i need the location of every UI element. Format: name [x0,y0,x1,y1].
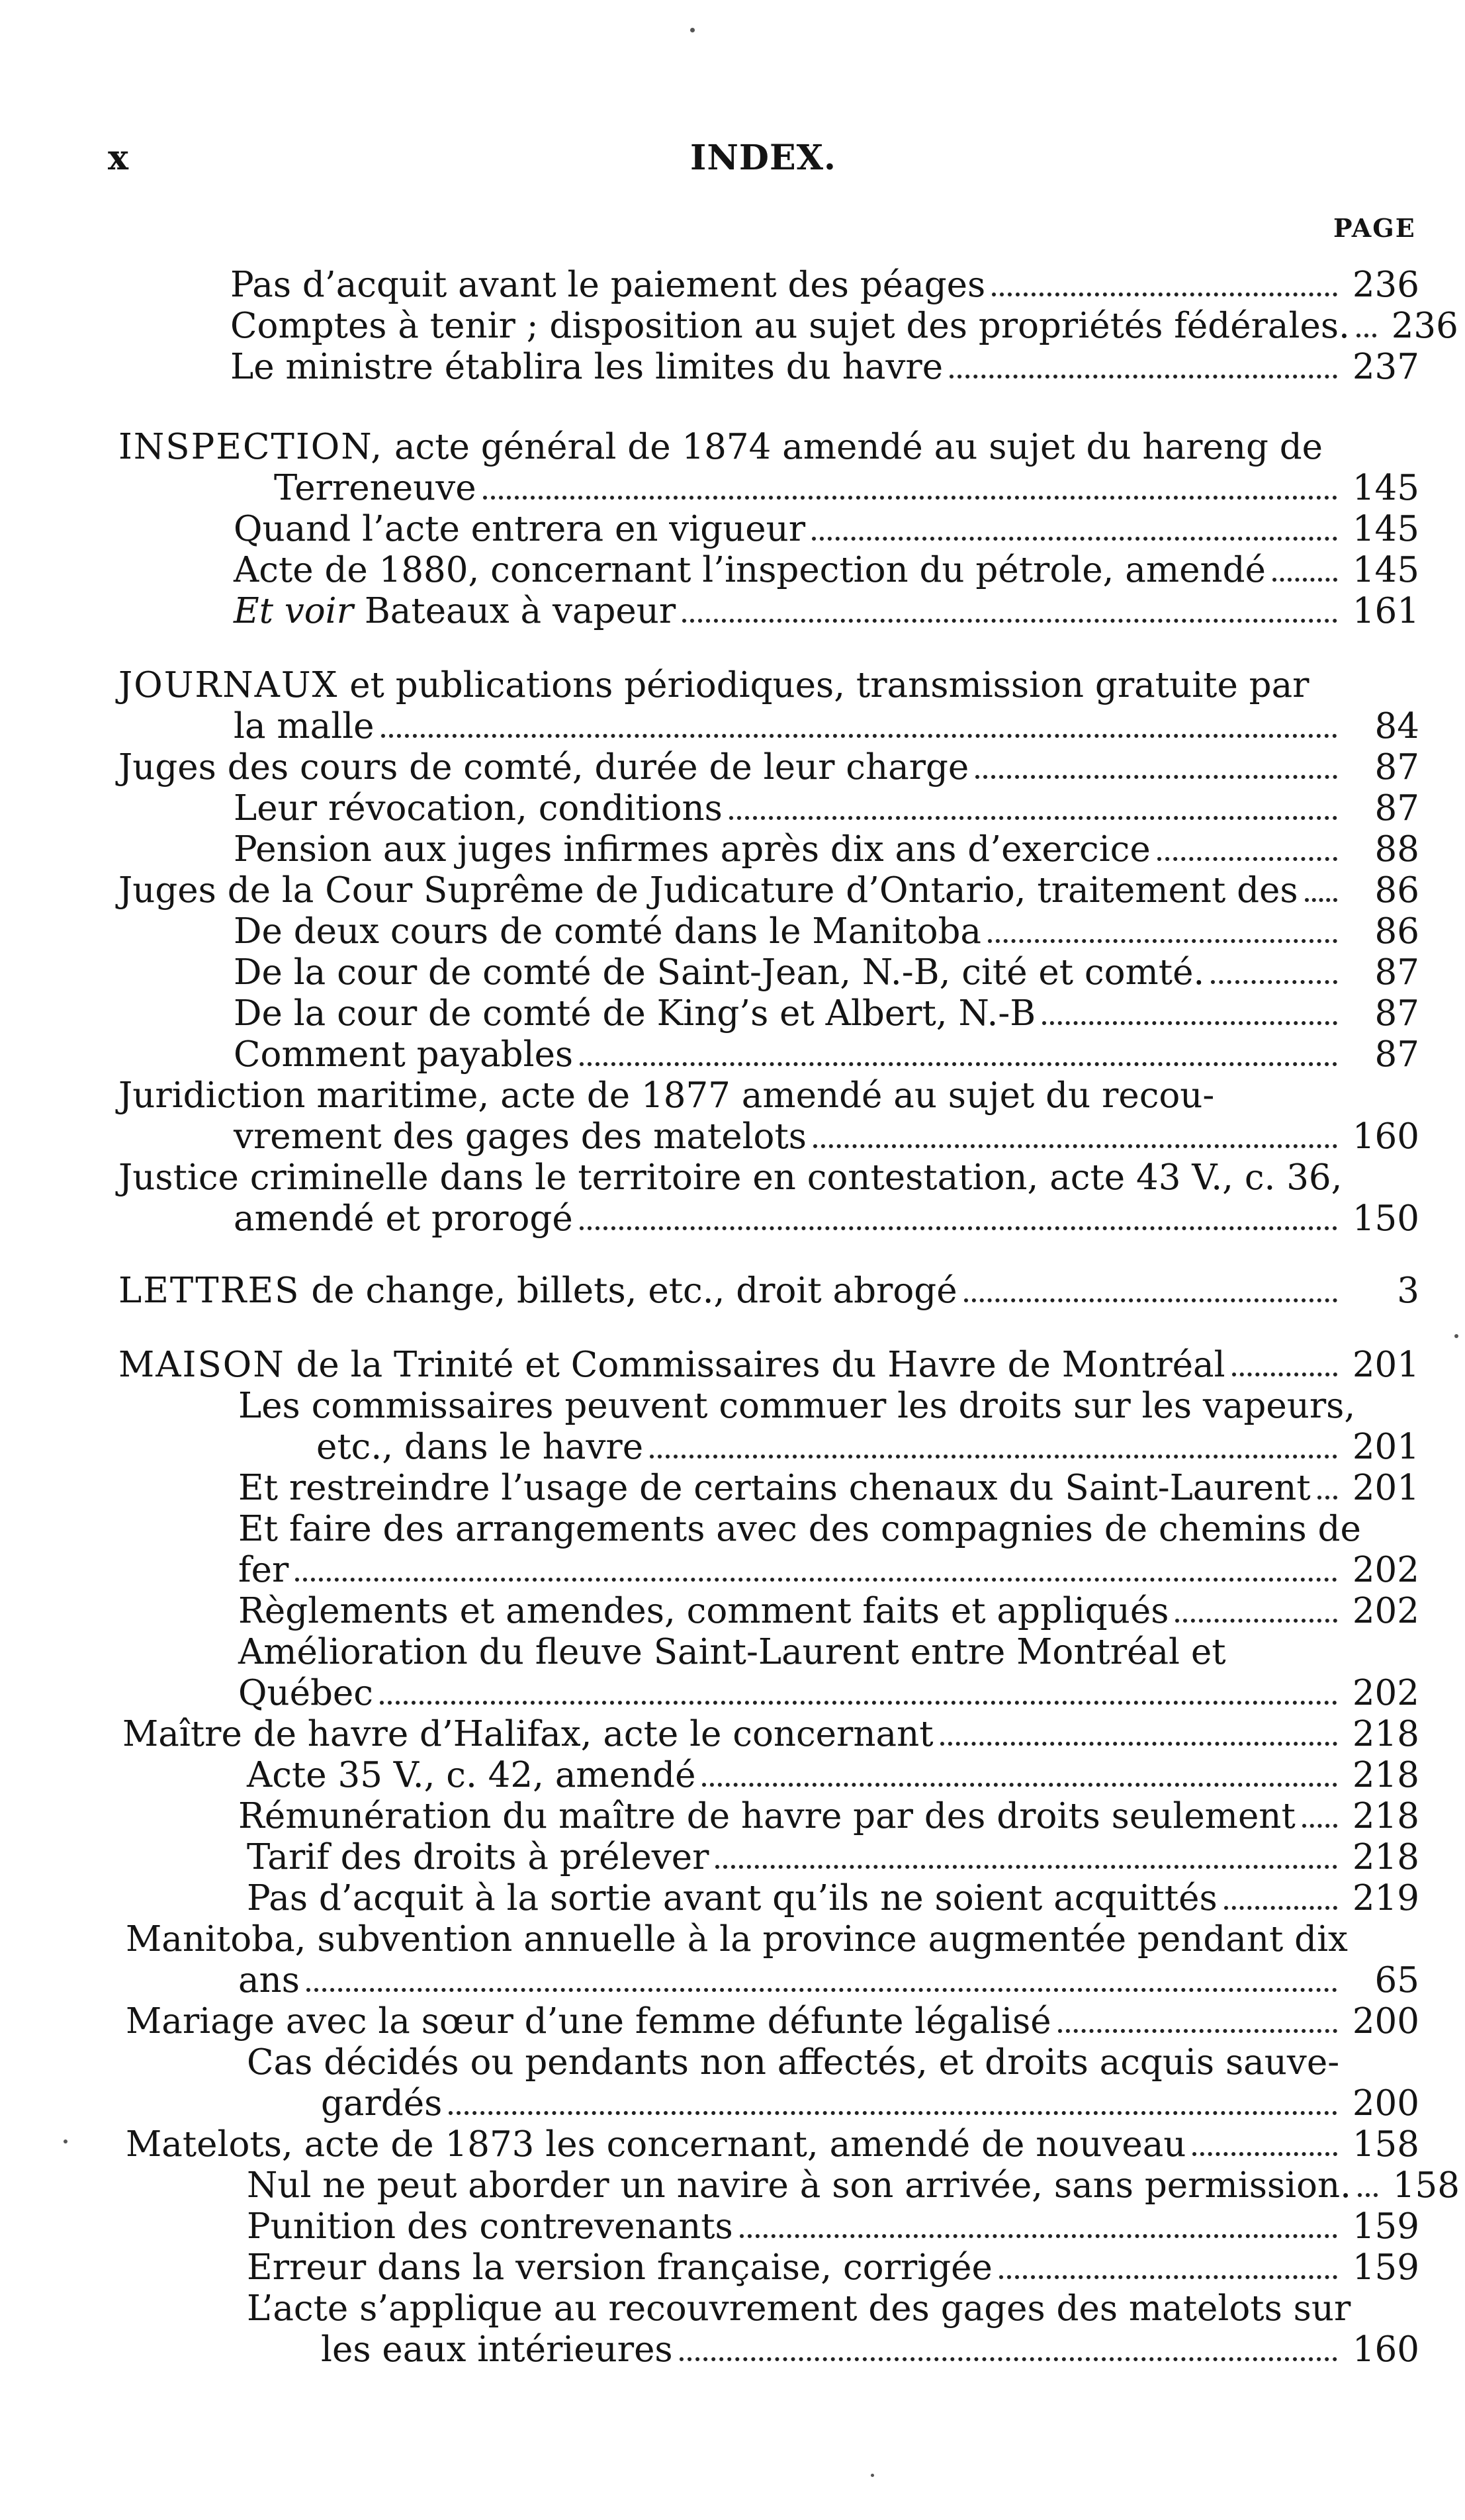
entry-description: Comptes à tenir ; disposition au sujet des propriétés fédérales. [230,306,1350,346]
dot-leader [740,2234,1337,2238]
entry-description: Cas décidés ou pendants non affectés, et droits acquis sauve- [247,2042,1340,2083]
dot-leader [483,496,1337,500]
entry-description: Amélioration du fleuve Saint-Laurent entre Montréal et [238,1632,1226,1672]
entry-text [247,1837,709,1878]
entry-text [234,591,676,632]
index-entry [321,2083,1419,2124]
entry-text [238,1386,1355,1427]
dot-leader [580,1226,1337,1230]
page-number: 160 [1352,2329,1419,2370]
dot-leader [992,292,1337,296]
entry-description: Erreur dans la version française, corrigée [247,2247,993,2288]
entry-description: De deux cours de comté dans le Manitoba [234,911,982,952]
entry-description: Leur révocation, conditions [234,788,723,829]
dot-leader [650,1455,1337,1459]
dot-leader [702,1783,1337,1787]
index-entry [238,1796,1419,1837]
page-number: 236 [1391,306,1458,346]
entry-text [234,993,1036,1034]
page-number: 86 [1374,870,1419,911]
page-number: 150 [1352,1198,1419,1239]
entry-italic: Et voir [234,591,353,631]
entry-text [122,1714,934,1755]
dot-leader [940,1742,1337,1746]
entry-text [247,1878,1218,1919]
index-entry [247,1878,1419,1919]
page-number: 202 [1352,1591,1419,1631]
entry-text [247,2288,1351,2329]
index-entry [234,829,1419,870]
dot-leader [1192,2152,1337,2156]
page-number: 87 [1374,1034,1419,1075]
index-entry [238,1386,1419,1427]
entry-description: Punition des contrevenants [247,2206,733,2247]
page-number: 86 [1374,911,1419,952]
page-number: 218 [1352,1837,1419,1877]
index-entry [234,1198,1419,1239]
entry-description: Le ministre établira les limites du havre [230,347,944,387]
page-number: 200 [1352,2001,1419,2042]
entry-description: gardés [321,2083,443,2124]
page-number: 218 [1352,1796,1419,1836]
entry-text [316,1427,643,1468]
entry-text [247,1755,695,1796]
page-number: 201 [1352,1427,1419,1467]
entry-text [274,468,476,509]
entry-text [247,2206,733,2247]
dot-leader [988,939,1337,943]
dot-leader [1358,2193,1378,2197]
dot-leader [306,1988,1337,1992]
entry-description: la malle [234,706,375,746]
page-number: 236 [1352,265,1419,305]
dot-leader [1305,898,1337,902]
page-number: 202 [1352,1550,1419,1590]
dot-leader [680,2357,1337,2361]
entry-description: fer [238,1550,289,1590]
entry-text [118,870,1298,911]
entry-description: L’acte s’applique au recouvrement des gages des matelots sur [247,2288,1351,2329]
index-entry [238,1550,1419,1591]
page-column-label: PAGE [1333,213,1416,243]
entry-text [234,1116,807,1157]
page-number: 145 [1352,509,1419,549]
entry-text [234,509,805,550]
entry-text [234,1198,573,1239]
entry-description: Juridiction maritime, acte de 1877 amendé au sujet du recou- [118,1075,1215,1116]
index-entry [234,952,1419,993]
entry-text [230,306,1350,347]
entry-text [234,550,1266,591]
dot-leader [295,1578,1337,1582]
entry-text [321,2083,442,2124]
entry-description: Justice criminelle dans le territoire en contestation, acte 43 V., c. 36, [118,1157,1343,1198]
index-entry [122,1714,1419,1755]
entry-description: de change, billets, etc., droit abrogé [311,1271,957,1311]
entry-text [230,347,943,388]
index-entry [234,788,1419,829]
page-number: 201 [1352,1345,1419,1385]
index-entry [238,1673,1419,1714]
dot-leader [682,619,1337,623]
entry-description: amendé et prorogé [234,1198,573,1239]
entry-text [126,1919,1348,1960]
dot-leader [999,2275,1337,2279]
index-entry [126,2124,1419,2165]
entry-description: Nul ne peut aborder un navire à son arrivée, sans permission. [247,2165,1351,2206]
entry-text [238,1960,300,2001]
index-entry [234,509,1419,550]
entry-description: Comment payables [234,1034,574,1075]
dot-leader [580,1062,1337,1066]
dot-leader [950,375,1337,379]
entry-description: Terreneuve [274,468,476,508]
dot-leader [975,775,1337,779]
page-number: 159 [1352,2247,1419,2288]
page-number: 88 [1374,829,1419,870]
page-number: 218 [1352,1755,1419,1795]
index-entry [238,1632,1419,1673]
entry-description: Les commissaires peuvent commuer les droits sur les vapeurs, [238,1386,1356,1426]
entry-description: Et faire des arrangements avec des compagnies de chemins de [238,1509,1361,1549]
entry-text [118,1157,1343,1198]
dot-leader [1232,1372,1337,1376]
index-entry [230,265,1419,306]
index-entry [118,870,1419,911]
entry-text [230,265,985,306]
index-entry [234,1034,1419,1075]
entry-description: Juges des cours de comté, durée de leur charge [118,747,969,788]
entry-text [238,1509,1361,1550]
index-entry [247,2042,1419,2083]
entry-description: De la cour de comté de King’s et Albert, N.-B [234,993,1036,1034]
page-number: 219 [1352,1878,1419,1918]
entry-description: Acte 35 V., c. 42, amendé [247,1755,696,1795]
dot-leader [729,816,1337,820]
page-number: 65 [1374,1960,1419,2001]
entry-text [126,2001,1051,2042]
entry-description: Quand l’acte entrera en vigueur [234,509,806,549]
dot-leader [1302,1824,1337,1828]
entry-text [247,2042,1339,2083]
page-number: 87 [1374,788,1419,829]
page-number: 158 [1392,2165,1460,2206]
dot-leader [1317,1496,1337,1500]
dot-leader [449,2111,1337,2115]
index-entry [126,2001,1419,2042]
entry-text [238,1550,289,1591]
page-title: INDEX. [690,138,837,178]
entry-keyword: INSPECTION, [118,427,384,467]
entry-text [234,788,723,829]
entry-description: Bateaux à vapeur [364,591,676,631]
dot-leader [812,537,1337,541]
dot-leader [1157,857,1337,861]
index-entry [118,1271,1419,1312]
entry-text [118,427,1323,468]
dot-leader [1175,1619,1337,1623]
entry-text [118,1271,957,1312]
entry-text [321,2329,673,2370]
index-entry [234,550,1419,591]
entry-description: Juges de la Cour Suprême de Judicature d’Ontario, traitement des [118,870,1298,911]
index-entry [238,1468,1419,1509]
entry-description: vrement des gages des matelots [234,1116,807,1157]
page-number: 145 [1352,468,1419,508]
index-entry [118,427,1419,468]
page-number: 237 [1352,347,1419,387]
dot-leader [1356,334,1376,338]
entry-description: Acte de 1880, concernant l’inspection du pétrole, amendé [234,550,1266,590]
page-number: 201 [1352,1468,1419,1508]
dot-leader [1211,980,1337,984]
index-entry [238,1591,1419,1632]
entry-description: ans [238,1960,300,2001]
dot-leader [1272,578,1337,582]
page-number: 161 [1352,591,1419,631]
entry-text [234,1034,573,1075]
dot-leader [1058,2029,1337,2033]
entry-text [234,911,981,952]
entry-text [234,706,375,747]
entry-keyword: JOURNAUX [118,665,339,705]
page-number: 84 [1374,706,1419,746]
page-number: 160 [1352,1116,1419,1157]
entry-description: les eaux intérieures [321,2329,673,2370]
index-entry [238,1960,1419,2001]
dot-leader [1224,1906,1337,1910]
entry-description: Pas d’acquit à la sortie avant qu’ils ne soient acquittés [247,1878,1218,1918]
page-number: 3 [1397,1271,1419,1311]
page-number: 87 [1374,952,1419,993]
index-entry [247,2165,1460,2206]
page-number: 158 [1352,2124,1419,2165]
entry-description: Matelots, acte de 1873 les concernant, amendé de nouveau [126,2124,1186,2165]
entry-text [247,2165,1351,2206]
page-numeral: x [108,138,129,178]
entry-text [234,952,1204,993]
entry-text [238,1632,1226,1673]
entry-description: Tarif des droits à prélever [247,1837,709,1877]
entry-text [238,1468,1311,1509]
index-entry [118,665,1419,706]
entry-description: Pas d’acquit avant le paiement des péages [230,265,986,305]
dot-leader [381,734,1337,738]
entry-description: etc., dans le havre [316,1427,644,1467]
entry-description: Et restreindre l’usage de certains chenaux du Saint-Laurent [238,1468,1311,1508]
entry-text [118,1075,1214,1116]
entry-text [247,2247,993,2288]
entry-description: Mariage avec la sœur d’une femme défunte légalisé [126,2001,1051,2042]
index-entry [118,1075,1419,1116]
index-entry [234,993,1419,1034]
entry-description: et publications périodiques, transmission gratuite par [349,665,1310,705]
page-number: 218 [1352,1714,1419,1754]
entry-description: Règlements et amendes, comment faits et appliqués [238,1591,1169,1631]
page-number: 87 [1374,993,1419,1034]
entry-keyword: MAISON [118,1345,285,1385]
dot-leader [715,1865,1337,1869]
entry-text [238,1673,373,1714]
index-entry [238,1509,1419,1550]
page-number: 202 [1352,1673,1419,1713]
index-entry [118,747,1419,788]
index-entry [234,591,1419,632]
dot-leader [380,1701,1337,1705]
entry-text [238,1591,1169,1632]
entry-text [126,2124,1186,2165]
page-number: 87 [1374,747,1419,788]
index-entry [118,1345,1419,1386]
index-entry [247,2206,1419,2247]
index-entry [126,1919,1419,1960]
entry-description: Manitoba, subvention annuelle à la province augmentée pendant dix [126,1919,1348,1959]
index-entry [234,706,1419,747]
dot-leader [813,1144,1337,1148]
entry-description: Pension aux juges infirmes après dix ans d’exercice [234,829,1151,870]
index-entry [230,306,1458,347]
index-entry [321,2329,1419,2370]
index-entry [247,2247,1419,2288]
page-number: 145 [1352,550,1419,590]
entry-text [118,1345,1225,1386]
index-entry [234,911,1419,952]
index-entry [247,1837,1419,1878]
index-entry [230,347,1419,388]
entry-text [234,829,1151,870]
entry-keyword: LETTRES [118,1271,300,1311]
dot-leader [964,1298,1337,1302]
entry-description: acte général de 1874 amendé au sujet du hareng de [394,427,1323,467]
index-entry [316,1427,1419,1468]
entry-description: de la Trinité et Commissaires du Havre de Montréal [296,1345,1225,1385]
page-number: 159 [1352,2206,1419,2247]
index-entry [247,1755,1419,1796]
index-entry [247,2288,1419,2329]
entry-text [118,665,1310,706]
entry-description: Québec [238,1673,373,1713]
index-entry [118,1157,1419,1198]
dot-leader [1042,1021,1337,1025]
index-entry [234,1116,1419,1157]
entry-description: Maître de havre d’Halifax, acte le concernant [122,1714,934,1754]
entry-text [238,1796,1296,1837]
entry-text [118,747,969,788]
entry-description: Rémunération du maître de havre par des droits seulement [238,1796,1296,1836]
entry-description: De la cour de comté de Saint-Jean, N.-B, cité et comté. [234,952,1205,993]
page-number: 200 [1352,2083,1419,2124]
index-entry [274,468,1419,509]
